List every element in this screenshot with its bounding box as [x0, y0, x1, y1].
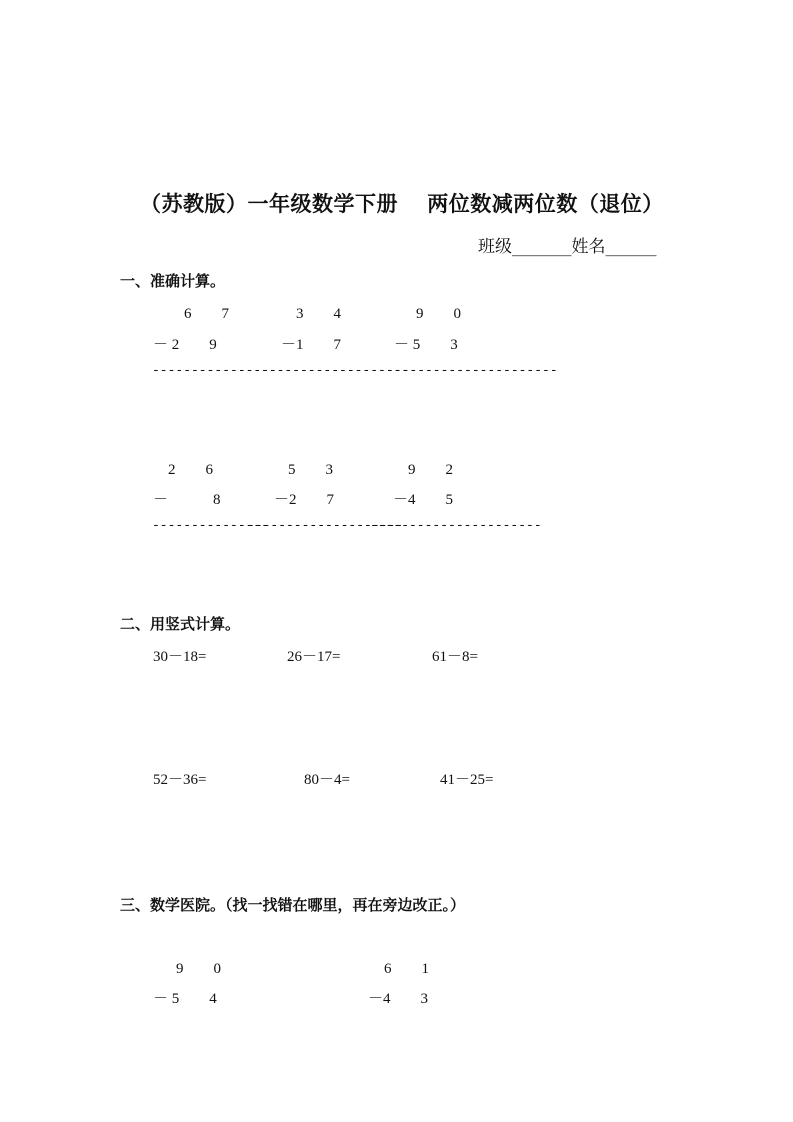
problem-bottom: － 2 9 — [153, 337, 217, 353]
equation: 80－4= — [304, 772, 350, 788]
problem-line: ---------------- — [152, 363, 277, 378]
problem-top: 3 4 — [296, 306, 342, 322]
problem-bottom: －1 7 — [281, 337, 342, 353]
problem-bottom: － 5 4 — [153, 991, 217, 1007]
problem-top: 9 2 — [408, 462, 454, 478]
problem-bottom: －4 3 — [368, 991, 429, 1007]
problem-top: 6 7 — [184, 306, 230, 322]
problem-bottom: － 5 3 — [394, 337, 458, 353]
section-2-heading: 二、用竖式计算。 — [120, 615, 241, 633]
problem-line: ---------------------- — [370, 518, 542, 533]
page-title: （苏教版）一年级数学下册 两位数减两位数（退位） — [140, 191, 664, 216]
problem-bottom: －2 7 — [274, 492, 335, 508]
equation: 30－18= — [153, 649, 207, 665]
problem-top: 2 6 — [168, 462, 214, 478]
problem-top: 6 1 — [384, 961, 430, 977]
class-name-line: 班级_______姓名______ — [478, 237, 657, 257]
problem-top: 9 0 — [416, 306, 462, 322]
section-1-heading: 一、准确计算。 — [120, 272, 226, 290]
section-3-heading: 三、数学医院。（找一找错在哪里，再在旁边改正。） — [120, 896, 466, 914]
problem-line: ------------------- — [261, 363, 410, 378]
problem-line: ---------------------- — [386, 363, 558, 378]
equation: 41－25= — [440, 772, 494, 788]
problem-top: 9 0 — [176, 961, 222, 977]
problem-top: 5 3 — [288, 462, 334, 478]
problem-bottom: －4 5 — [393, 492, 454, 508]
problem-line: -------------------- — [247, 518, 404, 533]
equation: 52－36= — [153, 772, 207, 788]
problem-bottom: － 8 — [153, 492, 221, 508]
equation: 26－17= — [287, 649, 341, 665]
equation: 61－8= — [432, 649, 478, 665]
problem-line: --------------- — [152, 518, 270, 533]
